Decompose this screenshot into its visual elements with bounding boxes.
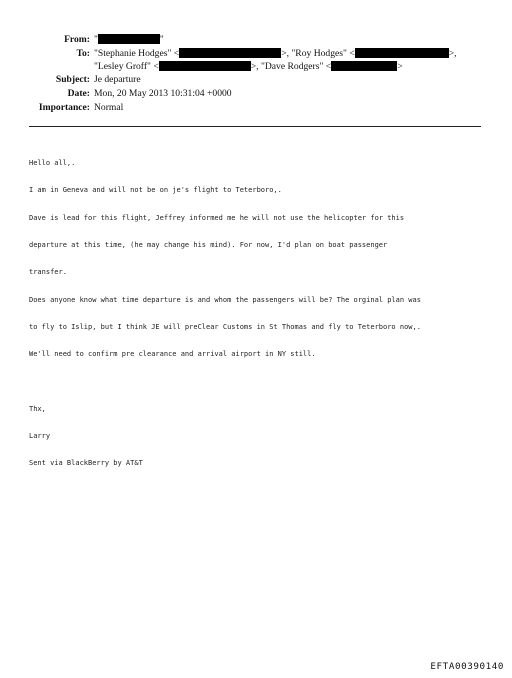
to-line-1 <box>94 48 457 59</box>
redaction-box <box>331 61 397 71</box>
to-label: To: <box>76 48 90 59</box>
importance-value: Normal <box>94 102 124 113</box>
redaction-box <box>355 48 449 58</box>
redaction-box <box>98 34 160 44</box>
from-quote-open: " <box>94 34 98 45</box>
subject-value: Je departure <box>94 74 141 85</box>
redaction-box <box>159 61 251 71</box>
recipient-dave-rodgers: >, "Dave Rodgers" < <box>250 61 332 72</box>
body-line: We'll need to confirm pre clearance and arrival airport in NY still. <box>29 350 316 359</box>
body-line <box>29 377 489 386</box>
from-value <box>94 34 164 45</box>
body-line: I am in Geneva and will not be on je's flight to Teterboro,. <box>29 186 282 195</box>
body-line: departure at this time, (he may change his mind). For now, I'd plan on boat passenger <box>29 241 388 250</box>
body-line: Hello all,. <box>29 159 76 168</box>
body-line: Larry <box>29 432 51 440</box>
body-line: Dave is lead for this flight, Jeffrey informed me he will not use the helicopter for this <box>29 213 405 222</box>
date-value: Mon, 20 May 2013 10:31:04 +0000 <box>94 88 232 99</box>
recipient-stephanie-hodges: "Stephanie Hodges" < <box>94 48 180 59</box>
redaction-box <box>179 48 281 58</box>
body-line: to fly to Islip, but I think JE will preClear Customs in St Thomas and fly to Teterboro now,. <box>29 322 421 331</box>
to-line-1-end: >, <box>448 48 457 59</box>
body-line: Sent via BlackBerry by AT&T <box>29 459 143 468</box>
importance-label: Importance: <box>38 102 90 113</box>
to-line-2 <box>94 61 403 72</box>
to-line-2-end: > <box>397 61 403 72</box>
date-label: Date: <box>67 88 90 99</box>
recipient-roy-hodges: >, "Roy Hodges" < <box>281 48 355 59</box>
document-id: EFTA00390140 <box>430 661 504 672</box>
header-divider <box>29 126 481 127</box>
recipient-lesley-groff: "Lesley Groff" < <box>94 61 159 72</box>
email-body <box>29 141 489 477</box>
body-line: transfer. <box>29 268 67 277</box>
subject-label: Subject: <box>55 74 90 85</box>
from-quote-close: " <box>159 34 164 45</box>
body-line: Does anyone know what time departure is and whom the passengers will be? The orginal plan was <box>29 295 421 304</box>
from-label: From: <box>64 34 90 45</box>
body-line: Thx, <box>29 404 46 413</box>
